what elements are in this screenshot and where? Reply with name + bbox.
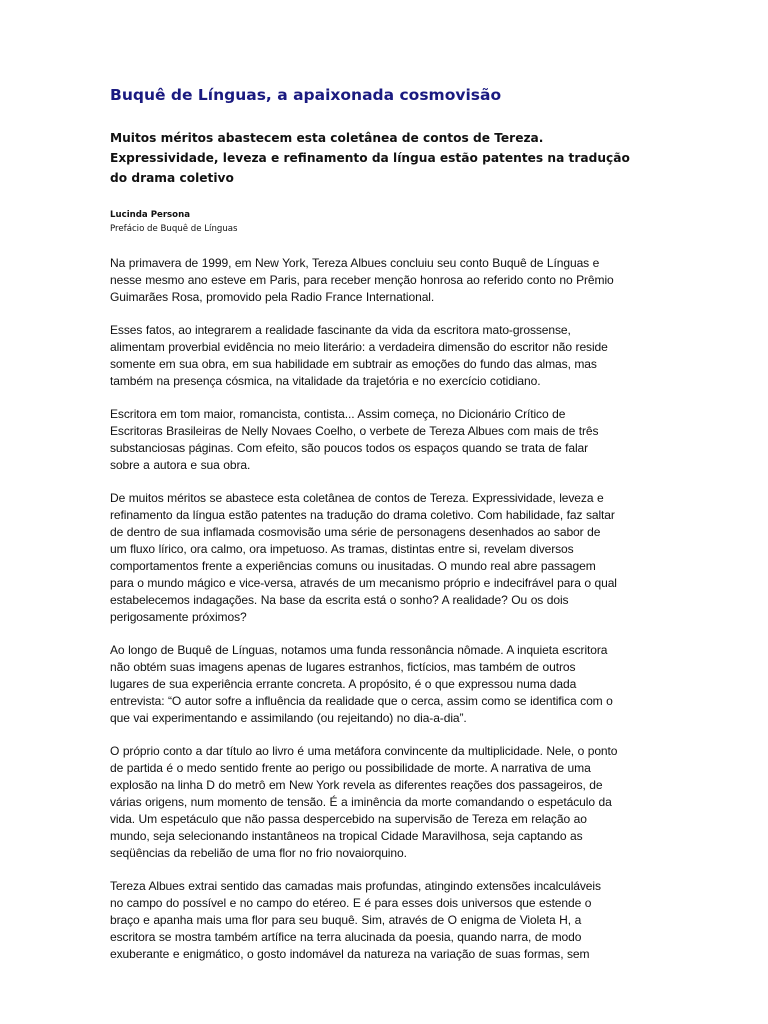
paragraph-line: Escritoras Brasileiras de Nelly Novaes Coelho, o verbete de Tereza Albues com mais de três	[110, 424, 599, 438]
paragraph-line: De muitos méritos se abastece esta coletânea de contos de Tereza. Expressividade, leveza e	[110, 491, 604, 505]
paragraph-line: sobre a autora e sua obra.	[110, 458, 251, 472]
paragraph-line: não obtém suas imagens apenas de lugares estranhos, fictícios, mas também de outros	[110, 660, 576, 674]
paragraph-line: Escritora em tom maior, romancista, contista... Assim começa, no Dicionário Crítico de	[110, 407, 566, 421]
paragraph-line: mundo, seja selecionando instantâneos na tropical Cidade Maravilhosa, seja captando as	[110, 829, 583, 843]
body-paragraph	[110, 255, 658, 306]
paragraph-line: perigosamente próximos?	[110, 610, 247, 624]
paragraph-line: que vai experimentando e assimilando (ou rejeitando) no dia-a-dia”.	[110, 711, 467, 725]
body-paragraph	[110, 642, 658, 727]
paragraph-line: vida. Um espetáculo que não passa despercebido na supervisão de Tereza em relação ao	[110, 812, 587, 826]
subtitle-line: Expressividade, leveza e refinamento da língua estão patentes na tradução	[110, 151, 630, 165]
paragraph-line: alimentam proverbial evidência no meio literário: a verdadeira dimensão do escritor não reside	[110, 340, 608, 354]
subtitle-line: do drama coletivo	[110, 171, 234, 185]
preface-note: Prefácio de Buquê de Línguas	[110, 224, 238, 234]
paragraph-line: seqüências da rebelião de uma flor no frio novaiorquino.	[110, 846, 407, 860]
body-text	[110, 255, 658, 963]
paragraph-line: nesse mesmo ano esteve em Paris, para receber menção honrosa ao referido conto no Prêmio	[110, 273, 614, 287]
paragraph-line: de dentro de sua inflamada cosmovisão uma série de personagens desenhados ao sabor de	[110, 525, 601, 539]
paragraph-line: Na primavera de 1999, em New York, Tereza Albues concluiu seu conto Buquê de Línguas e	[110, 256, 600, 270]
paragraph-line: para o mundo mágico e vice-versa, através de um mecanismo próprio e indecifrável para o qual	[110, 576, 617, 590]
paragraph-line: várias origens, num momento de tensão. É a iminência da morte comandando o espetáculo da	[110, 795, 612, 809]
paragraph-line: um fluxo lírico, ora calmo, ora impetuoso. As tramas, distintas entre si, revelam diversos	[110, 542, 574, 556]
paragraph-line: substanciosas páginas. Com efeito, são poucos todos os espaços quando se trata de falar	[110, 441, 589, 455]
paragraph-line: Guimarães Rosa, promovido pela Radio France International.	[110, 290, 435, 304]
body-paragraph	[110, 878, 658, 963]
body-paragraph	[110, 322, 658, 390]
paragraph-line: comportamentos frente a experiências comuns ou inusitadas. O mundo real abre passagem	[110, 559, 596, 573]
paragraph-line: refinamento da língua estão patentes na tradução do drama coletivo. Com habilidade, faz saltar	[110, 508, 615, 522]
paragraph-line: de partida é o medo sentido frente ao perigo ou possibilidade de morte. A narrativa de uma	[110, 761, 591, 775]
paragraph-line: exuberante e enigmático, o gosto indomável da natureza na variação de suas formas, sem	[110, 947, 590, 961]
paragraph-line: braço e apanha mais uma flor para seu buquê. Sim, através de O enigma de Violeta H, a	[110, 913, 582, 927]
paragraph-line: entrevista: “O autor sofre a influência da realidade que o cerca, assim como se identifica com o	[110, 694, 613, 708]
body-paragraph	[110, 490, 658, 626]
body-paragraph	[110, 743, 658, 862]
document-title: Buquê de Línguas, a apaixonada cosmovisão	[110, 86, 502, 104]
paragraph-line: explosão na linha D do metrô em New York revela as diferentes reações dos passageiros, de	[110, 778, 603, 792]
paragraph-line: somente em sua obra, em sua habilidade em subtrair as emoções do fundo das almas, mas	[110, 357, 597, 371]
paragraph-line: escritora se mostra também artífice na terra alucinada da poesia, quando narra, de modo	[110, 930, 582, 944]
paragraph-line: no campo do possível e no campo do etéreo. E é para esses dois universos que estende o	[110, 896, 592, 910]
paragraph-line: Tereza Albues extrai sentido das camadas mais profundas, atingindo extensões incalculáveis	[110, 879, 601, 893]
document-subtitle	[110, 128, 658, 188]
paragraph-line: Esses fatos, ao integrarem a realidade fascinante da vida da escritora mato-grossense,	[110, 323, 571, 337]
paragraph-line: Ao longo de Buquê de Línguas, notamos uma funda ressonância nômade. A inquieta escritora	[110, 643, 608, 657]
paragraph-line: lugares de sua experiência errante concreta. A propósito, é o que expressou numa dada	[110, 677, 577, 691]
author-name: Lucinda Persona	[110, 210, 190, 220]
body-paragraph	[110, 406, 658, 474]
paragraph-line: estabelecemos indagações. Na base da escrita está o sonho? A realidade? Ou os dois	[110, 593, 569, 607]
paragraph-line: O próprio conto a dar título ao livro é uma metáfora convincente da multiplicidade. Nele, o ponto	[110, 744, 618, 758]
paragraph-line: também na presença cósmica, na vitalidade da trajetória e no exercício cotidiano.	[110, 374, 541, 388]
document-page	[110, 84, 658, 979]
subtitle-line: Muitos méritos abastecem esta coletânea de contos de Tereza.	[110, 131, 544, 145]
